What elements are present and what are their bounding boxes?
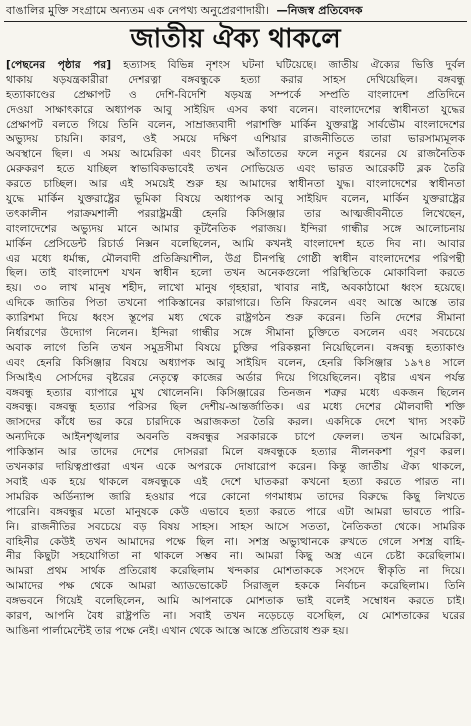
article-line-text: করতে চাচ্ছিল। আর এই সময়েই শুরু হয় আমাদের স্বাধীনতা যুদ্ধ। বাংলাদেশের স্বাধীনতা: [6, 178, 465, 191]
article-line: [6, 579, 465, 594]
article-line-text: সবাই এক হয়ে থাকলে বঙ্গবন্ধুকে এই দেশে ঘাতকরা কখনো হত্যা করতে পারত না।: [6, 475, 465, 488]
article-line-text: যুদ্ধে মার্কিন যুক্তরাষ্ট্রের ভূমিকা বিষয়ে অধ্যাপক আবু সাইয়িদ বলেন, মার্কিন যুক্তরাষ্ট্রের: [6, 193, 465, 206]
article-line-text: এদিকে জাতির পিতা তখনো পাকিস্তানের কারাগারে। তিনি ফিরলেন এবং আস্তে আস্তে তার: [6, 297, 465, 310]
article-line-text: জাসদের কাঁধে ভর করে চারদিকে অরাজকতা তৈরি করল। একদিকে দেশে খাদ্য সংকট: [6, 416, 465, 429]
article-line: [6, 341, 465, 356]
article-line: [6, 237, 465, 252]
article-line-text: ছিল। তাই বাংলাদেশ যখন স্বাধীন হলো তখন অনেকগুলো পরিস্থিতিকে মোকাবিলা করতে: [6, 267, 465, 280]
article-line-text: প্রেক্ষাপট বলতে গিয়ে তিনি বলেন, সাম্রাজ্যবাদী পরাশক্তি মার্কিন যুক্তরাষ্ট্র সার্বভৌম বাংলাদেশের: [6, 118, 465, 131]
article-line: [6, 535, 465, 550]
article-line-text: অন্যদিকে আইনশৃঙ্খলার অবনতি বঙ্গবন্ধুর সরকারকে চাপে ফেলল। তখন আমেরিকা,: [6, 431, 465, 444]
article-line-text: অভ্যুদয় চায়নি। কারণ, ওই সময়ে দক্ষিণ এশিয়ার রাজনীতিতে তারা ভারসাম্যমূলক: [6, 133, 465, 146]
article-body: [6, 58, 465, 724]
previous-article-tail: [6, 2, 465, 20]
continued-tag: [পেছনের পৃষ্ঠার পর]: [6, 59, 112, 71]
article-line: [6, 490, 465, 505]
article-line: [6, 73, 465, 88]
article-line: [6, 296, 465, 311]
previous-article-text: বাঙালির মুক্তি সংগ্রামে অন্যতম এক নেপথ্য অনুপ্রেরণাদায়ী।: [6, 4, 269, 17]
article-line: [6, 326, 465, 341]
article-line-text: থাকায় ষড়যন্ত্রকারীরা দেশরত্না বঙ্গবন্ধুকে হত্যা করার সাহস দেখিয়েছিল। বঙ্গবন্ধু: [6, 73, 465, 86]
byline: —নিজস্ব প্রতিবেদক: [276, 4, 363, 17]
article-line-text: ক্যারিশমা দিয়ে ধ্বংস স্তূপের মধ্য থেকে রাষ্ট্রগঠন শুরু করেন। তিনি দেশের সীমানা: [6, 312, 465, 325]
article-line: [6, 445, 465, 460]
article-line: [6, 147, 465, 162]
article-line: [6, 192, 465, 207]
article-line: [6, 415, 465, 430]
article-line-text: নীর কিছুটা সহযোগিতা না থাকলে সম্ভব না। আমরা কিছু অস্ত্র এনে চেষ্টা করেছিলাম।: [6, 550, 465, 563]
article-line: [6, 252, 465, 267]
article-line-text: অবস্থানে ছিল। এ সময় আমেরিকা এবং চীনের আঁতাতের ফলে নতুন ধরনের যে রাজনৈতিক: [6, 148, 465, 161]
article-line: [6, 624, 465, 639]
article-line-text: এবং হেনরি কিসিঞ্জার বিষয়ে অধ্যাপক আবু সাইয়িদ বলেন, হেনরি কিসিঞ্জার ১৯৭৪ সালে: [6, 356, 465, 369]
article-line-text: মেরুকরণ হতে যাচ্ছিল স্বাভাবিকভাবেই তখন সোভিয়েত এবং ভারত আরেকটি ব্লক তৈরি: [6, 163, 465, 176]
article-line: [6, 371, 465, 386]
article-line: [6, 520, 465, 535]
article-line-text: হত্যাকাণ্ডের প্রেক্ষাপট ও দেশি-বিদেশি ষড়যন্ত্র সম্পর্কে সম্প্রতি বাংলাদেশ প্রতিদিনে: [6, 88, 465, 101]
article-line-text: সামরিক অর্ডিন্যান্স জারি হওয়ার পরে কোনো গণমাধ্যম তাদের বিরুদ্ধে কিছু লিখতে: [6, 490, 465, 503]
article-line-text: অবাক লাগে তিনি তখন সমুদ্রসীমা বিষয়ে চুক্তির পরিকল্পনা নিয়েছিলেন। বঙ্গবন্ধু হত্যাকাণ্ড: [6, 341, 465, 354]
article-line-text: মার্কিন প্রেসিডেন্ট রিচার্ড নিক্সন বলেছিলেন, আমি কখনই বাংলাদেশ হতে দিব না। আবার: [6, 237, 465, 250]
article-line: [6, 58, 465, 73]
article-line-text: বঙ্গবন্ধু হত্যার ব্যাপারে মুখ খোলেননি। কিসিঞ্জারের তিনজন শত্রুর মধ্যে একজন ছিলেন: [6, 386, 465, 399]
article-line-text: পারেনি। বঙ্গবন্ধুর মতো মানুষকে কেউ এভাবে হত্যা করতে পারে এটা আমরা ভাবতে পারি-: [6, 505, 465, 518]
article-line: [6, 356, 465, 371]
article-line-text: তৎকালীন পরাক্রমশালী পররাষ্ট্রমন্ত্রী হেনরি কিসিঞ্জার তার আত্মজীবনীতে লিখেছেন,: [6, 207, 465, 220]
article-line: [6, 549, 465, 564]
article-line-text: সিআইএ সোর্সদের বৃষ্টরের নেতৃত্বে কাজের অর্ডার দিয়ে গিয়েছিলেন। বৃষ্টার এখন পর্যন্ত: [6, 371, 465, 384]
article-line: [6, 88, 465, 103]
article-line: [6, 430, 465, 445]
article-line-text: কারণ, আপনি বৈধ রাষ্ট্রপতি না। সবাই তখন নড়েচড়ে বসেছিল, যে মোশতাকের ঘরের: [6, 609, 465, 622]
article-line-text: বাংলাদেশের অভ্যুদয় মানে আমার কূটনৈতিক পরাজয়। ইন্দিরা গান্ধীর সঙ্গে আলোচনায়: [6, 222, 465, 235]
headline: জাতীয় ঐক্য থাকলে: [130, 24, 341, 54]
article-line: [6, 103, 465, 118]
article-line: [6, 177, 465, 192]
article-line: [6, 505, 465, 520]
article-line: [6, 475, 465, 490]
article-line: [6, 460, 465, 475]
article-line: [6, 609, 465, 624]
article-line-text: হত্যাসহ বিভিন্ন নৃশংস ঘটনা ঘটিয়েছে। জাতীয় ঐক্যের ভিত্তি দুর্বল: [111, 59, 465, 71]
article-line: [6, 222, 465, 237]
article-line-text: বঙ্গবন্ধু। বঙ্গবন্ধু হত্যার পরিসর ছিল দেশীয়-আন্তর্জাতিক। এর মধ্যে দেশের মৌলবাদী শক্তি: [6, 401, 465, 414]
article-line: [6, 132, 465, 147]
article-line: [6, 594, 465, 609]
article-line: [6, 564, 465, 579]
article-line-text: নির্ধারণের উদ্যোগ নিলেন। ইন্দিরা গান্ধীর সঙ্গে সীমানা চুক্তিতে বসলেন এবং সবচেয়ে: [6, 327, 465, 340]
article-line: [6, 281, 465, 296]
article-line: [6, 266, 465, 281]
article-line-text: নি। রাজনীতির সবচেয়ে বড় বিষয় সাহস। সাহস আসে সততা, নৈতিকতা থেকে। সামরিক: [6, 520, 465, 533]
article-line-text: বাহিনীর কেউই তখন আমাদের পক্ষে ছিল না। সশস্ত্র অভ্যুত্থানকে রুখতে গেলে সশস্ত্র বাহি-: [6, 535, 465, 548]
article-line: [6, 207, 465, 222]
article-line-text: আমরা প্রথম সার্থক প্রতিরোধ করেছিলাম খন্দকার মোশতাককে সংসদে স্বীকৃতি না দিয়ে।: [6, 565, 465, 578]
article-line: [6, 162, 465, 177]
article-line-text: হয়। ৩০ লাখ মানুষ শহীদ, লাখো মানুষ গৃহহারা, খাবার নাই, অবকাঠামো ধ্বংস হয়েছে।: [6, 282, 465, 295]
article-line-text: পাকিস্তান আর তাদের দেশের দোসররা মিলে বঙ্গবন্ধুকে হত্যার নীলনকশা পূরণ করল।: [6, 446, 465, 459]
article-line-text: আমাদের পক্ষ থেকে আমরা অ্যাডভোকেট সিরাজুল হককে নির্বাচন করেছিলাম। তিনি: [6, 580, 465, 593]
article-line: [6, 386, 465, 401]
article-line-text: বঙ্গভবনে গিয়েই বলেছিলেন, আমি আপনাকে মোশতাক ভাই বলেই সম্বোধন করতে চাই।: [6, 595, 465, 608]
article-line-text: তখনকার দায়িত্বপ্রাপ্তরা এখন একে অপরকে দোষারোপ করেন। কিন্তু জাতীয় ঐক্য থাকলে,: [6, 461, 465, 474]
article-line: [6, 400, 465, 415]
article-line: [6, 118, 465, 133]
article-line: [6, 311, 465, 326]
article-line-text: এর মধ্যে ধর্মান্ধ, মৌলবাদী প্রতিক্রিয়াশীল, উগ্র চীনপন্থি গোষ্ঠী স্বাধীন বাংলাদেশের পরিপন্থী: [6, 252, 465, 265]
article-line-text: দেওয়া সাক্ষাৎকারে অধ্যাপক আবু সাইয়িদ এসব কথা বলেন। বাংলাদেশের স্বাধীনতা যুদ্ধের: [6, 103, 465, 116]
article-line-text: আঙিনা পার্লামেন্টেই তার পক্ষে নেই। এখান থেকে আস্তে আস্তে প্রতিরোধ শুরু হয়।: [6, 624, 349, 637]
